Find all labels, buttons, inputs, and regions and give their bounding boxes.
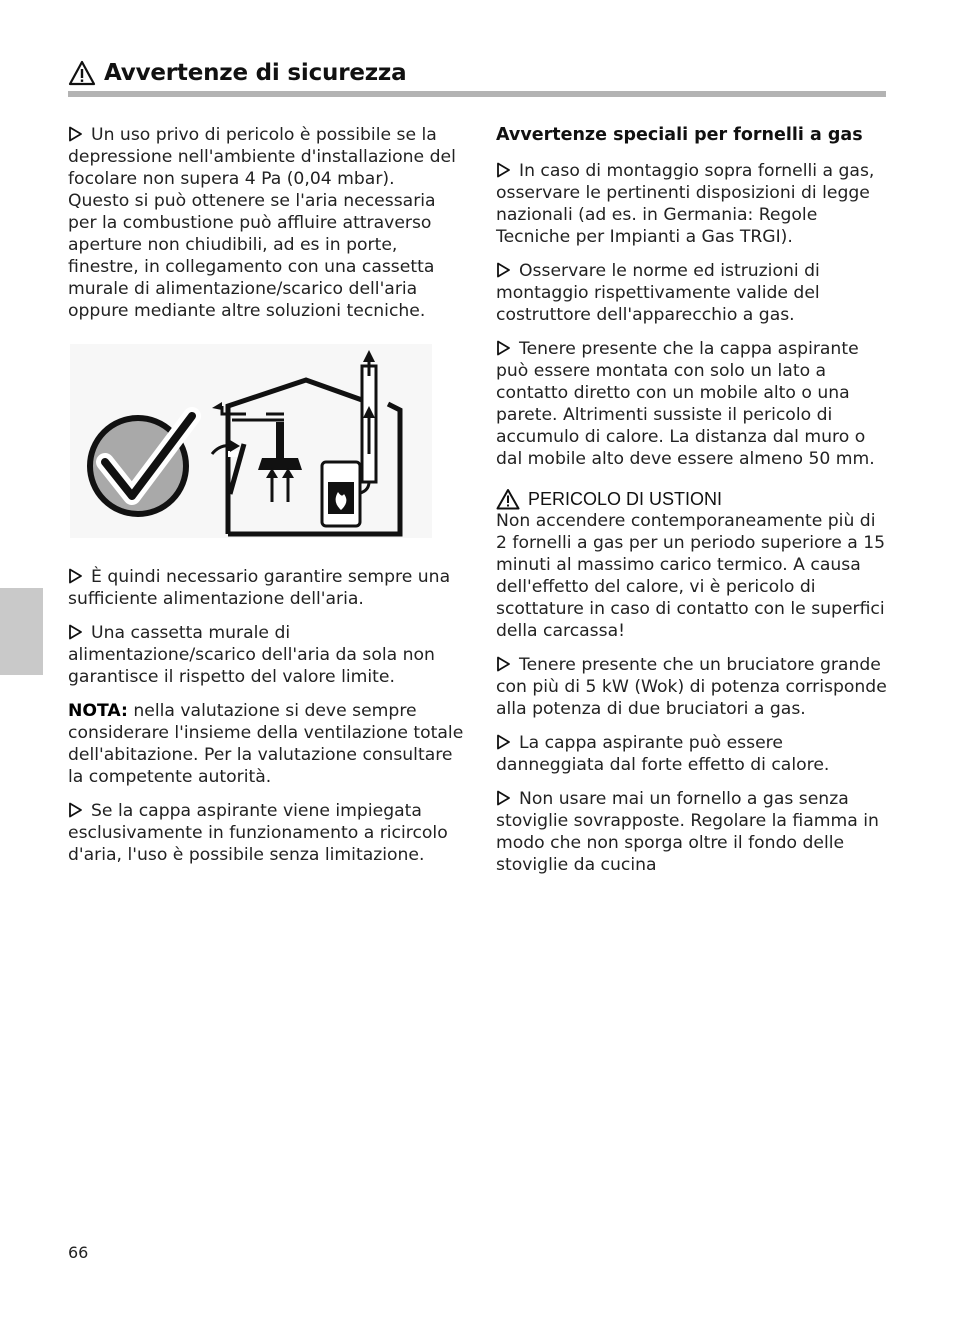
nota-text: nella valutazione si deve sempre considerare l'insieme della ventilazione totale dell'abitazione. Per la valutazione consultare la competente autorità. xyxy=(68,701,464,787)
right-paragraph-4: Tenere presente che un bruciatore grande con più di 5 kW (Wok) di potenza corrisponde alla potenza di due bruciatori a gas. xyxy=(496,655,887,719)
play-triangle-icon xyxy=(68,624,83,640)
play-triangle-icon xyxy=(496,790,511,806)
play-triangle-icon xyxy=(496,734,511,750)
warning-triangle-icon xyxy=(68,60,96,86)
play-triangle-icon xyxy=(496,162,511,178)
gas-hob-heading: Avvertenze speciali per fornelli a gas xyxy=(496,125,863,145)
nota-paragraph xyxy=(68,700,466,788)
right-paragraph-6: Non usare mai un fornello a gas senza stoviglie sovrapposte. Regolare la fiamma in modo che non sporga oltre il fondo delle stoviglie da cucina xyxy=(496,789,879,875)
right-paragraph-1: In caso di montaggio sopra fornelli a gas, osservare le pertinenti disposizioni di legge nazionali (ad es. in Germania: Regole Tecniche per Impianti a Gas TRGI). xyxy=(496,161,875,247)
left-paragraph-4: Se la cappa aspirante viene impiegata esclusivamente in funzionamento a ricircolo d'aria, l'uso è possibile senza limitazione. xyxy=(68,801,448,865)
burn-danger-heading: PERICOLO DI USTIONI xyxy=(496,488,888,510)
page-title: Avvertenze di sicurezza xyxy=(104,60,407,86)
left-paragraph-3: Una cassetta murale di alimentazione/scarico dell'aria da sola non garantisce il rispetto del valore limite. xyxy=(68,623,435,687)
left-column xyxy=(68,124,466,878)
burn-danger-text: Non accendere contemporaneamente più di 2 fornelli a gas per un periodo superiore a 15 minuti al massimo carico termico. A causa dell'effetto del calore, vi è pericolo di scottature in caso di contatto con le superfici della carcassa! xyxy=(496,511,886,641)
left-paragraph-1: Un uso privo di pericolo è possibile se la depressione nell'ambiente d'installazione del focolare non supera 4 Pa (0,04 mbar). xyxy=(68,125,456,189)
page-number: 66 xyxy=(68,1243,89,1262)
right-column xyxy=(496,124,888,888)
play-triangle-icon xyxy=(68,802,83,818)
play-triangle-icon xyxy=(496,262,511,278)
right-paragraph-2: Osservare le norme ed istruzioni di montaggio rispettivamente valide del costruttore dell'apparecchio a gas. xyxy=(496,261,820,325)
left-paragraph-2: È quindi necessario garantire sempre una sufficiente alimentazione dell'aria. xyxy=(68,567,451,609)
header-divider xyxy=(68,91,886,97)
play-triangle-icon xyxy=(68,568,83,584)
play-triangle-icon xyxy=(496,656,511,672)
right-paragraph-3: Tenere presente che la cappa aspirante può essere montata con solo un lato a contatto diretto con un mobile alto o una parete. Altrimenti sussiste il pericolo di accumulo di calore. La distanza dal muro o dal mobile alto deve essere almeno 50 mm. xyxy=(496,339,875,469)
chapter-tab-marker xyxy=(0,588,43,675)
play-triangle-icon xyxy=(496,340,511,356)
nota-label: NOTA: xyxy=(68,701,128,721)
warning-triangle-icon xyxy=(496,488,520,510)
left-paragraph-1b: Questo si può ottenere se l'aria necessaria per la combustione può affluire attraverso aperture non chiudibili, ad es in porte, finestre, in collegamento con una cassetta murale di alimentazione/scarico dell'aria oppure mediante altre soluzioni tecniche. xyxy=(68,191,436,321)
ventilation-checkmark-illustration xyxy=(70,344,432,538)
play-triangle-icon xyxy=(68,126,83,142)
section-header xyxy=(68,56,886,90)
right-paragraph-5: La cappa aspirante può essere danneggiata dal forte effetto di calore. xyxy=(496,733,830,775)
